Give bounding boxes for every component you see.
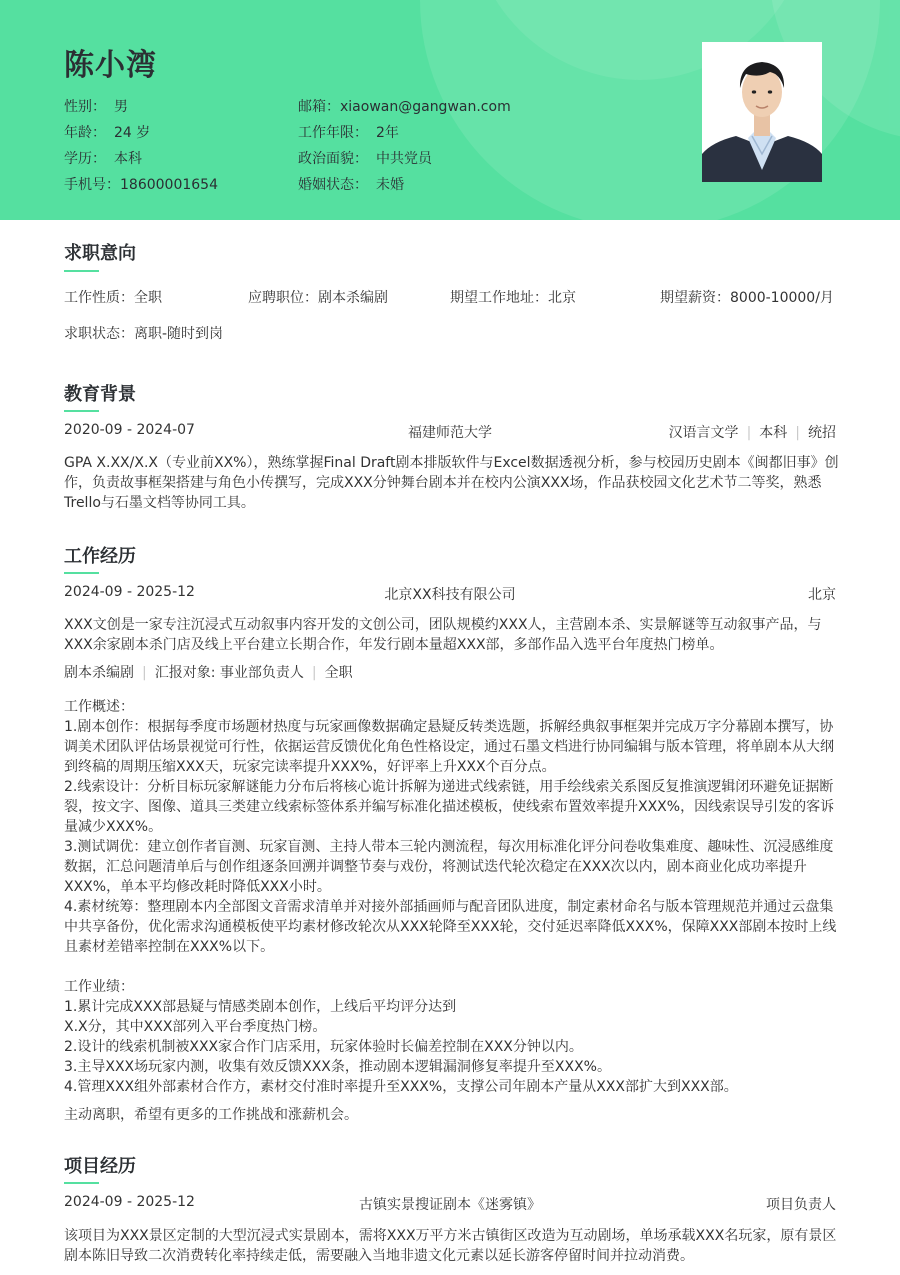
work-detail-line: 到终稿的周期压缩XXX天，玩家完读率提升XXX%，好评率上升XXX个百分点。	[64, 759, 556, 775]
divider: |	[311, 665, 317, 681]
work-title-bar	[64, 572, 99, 574]
work-city: 北京	[808, 587, 836, 603]
work-detail-line: 4.管理XXX组外部素材合作方，素材交付准时率提升至XXX%，支撑公司年剧本产量从XXX部扩大到XXX部。	[64, 1079, 738, 1095]
education-meta	[536, 422, 836, 442]
education-level-label: 学历：	[64, 151, 106, 167]
major: 汉语言文学	[668, 425, 739, 441]
phone-value: 18600001654	[120, 177, 218, 193]
divider: |	[795, 425, 800, 441]
report-to: 汇报对象: 事业部负责人	[154, 665, 304, 681]
education-title-bar	[64, 410, 99, 412]
work-detail-line: 1.累计完成XXX部悬疑与情感类剧本创作，上线后平均评分达到	[64, 999, 457, 1015]
work-detail-line: 2.设计的线索机制被XXX家合作门店采用，玩家体验时长偏差控制在XXX分钟以内。	[64, 1039, 583, 1055]
education-description	[64, 453, 839, 513]
expected-location-value: 北京	[548, 290, 576, 306]
work-details	[64, 697, 836, 1097]
gender-label: 性别：	[64, 99, 106, 115]
work-detail-line: 且素材差错率控制在XXX%以下。	[64, 939, 275, 955]
education-level-field	[64, 148, 142, 168]
company-intro-line: XXX文创是一家专注沉浸式互动叙事内容开发的文创公司，团队规模约XXX人，主营剧本杀、实景解谜等互动叙事产品，与	[64, 617, 822, 633]
leave-reason: 主动离职，希望有更多的工作挑战和涨薪机会。	[64, 1107, 358, 1123]
project-section-title: 项目经历	[64, 1156, 136, 1177]
expected-salary-field	[660, 287, 834, 307]
phone-field	[64, 174, 218, 194]
work-years-label: 工作年限：	[298, 125, 368, 141]
work-detail-line: XXX%，单本平均修改耗时降低XXX小时。	[64, 879, 331, 895]
marital-field	[298, 174, 404, 194]
work-detail-line: 4.素材统筹：整理剧本内全部图文音需求清单并对接外部插画师与配音团队进度，制定素材命名与版本管理规范并通过云盘集	[64, 899, 834, 915]
project-description-line: 该项目为XXX景区定制的大型沉浸式实景剧本，需将XXX万平方米古镇街区改造为互动剧场，单场承载XXX名玩家，原有景区	[64, 1228, 837, 1244]
employment-type: 全职	[324, 665, 353, 681]
email-label: 邮箱：	[298, 99, 340, 115]
work-detail-line: 1.剧本创作：根据每季度市场题材热度与玩家画像数据确定悬疑反转类选题，拆解经典叙事框架并完成万字分幕剧本撰写，协	[64, 719, 834, 735]
job-type-field	[64, 287, 162, 307]
age-label: 年龄：	[64, 125, 106, 141]
gender-value: 男	[114, 99, 128, 115]
divider: |	[746, 425, 752, 441]
education-section-title: 教育背景	[64, 384, 136, 405]
work-detail-line: 工作业绩：	[64, 979, 134, 995]
age-value: 24 岁	[114, 125, 151, 141]
applied-position-value: 剧本杀编剧	[318, 290, 388, 306]
expected-salary-label: 期望薪资：	[660, 290, 730, 306]
divider: |	[142, 665, 147, 681]
project-role: 项目负责人	[766, 1197, 836, 1213]
education-description-line: Trello与石墨文档等协同工具。	[64, 495, 255, 511]
work-section-title: 工作经历	[64, 546, 136, 567]
project-name: 古镇实景搜证剧本《迷雾镇》	[359, 1197, 541, 1213]
expected-salary-value: 8000-10000/月	[730, 290, 834, 306]
work-detail-line: 中共享备份，优化需求沟通模板使平均素材修改轮次从XXX轮降至XXX轮，交付延迟率降低XXX%，保障XXX部剧本按时上线	[64, 919, 837, 935]
phone-label: 手机号：	[64, 177, 120, 193]
job-type-value: 全职	[134, 290, 162, 306]
work-detail-line: 3.主导XXX场玩家内测，收集有效反馈XXX条，推动剧本逻辑漏洞修复率提升至XXX%。	[64, 1059, 611, 1075]
gender-field	[64, 96, 128, 116]
expected-location-field	[450, 287, 576, 307]
applied-position-label: 应聘职位：	[248, 290, 318, 306]
project-date: 2024-09 - 2025-12	[64, 1194, 195, 1210]
education-level-value: 本科	[114, 151, 142, 167]
resume-header	[0, 0, 900, 220]
expected-location-label: 期望工作地址：	[450, 290, 548, 306]
company-name: 北京XX科技有限公司	[384, 587, 516, 603]
job-intent-title-bar	[64, 270, 99, 272]
work-detail-line: 3.测试调优：建立创作者盲测、玩家盲测、主持人带本三轮内测流程，每次用标准化评分问卷收集难度、趣味性、沉浸感维度	[64, 839, 834, 855]
company-intro-line: XXX余家剧本杀门店及线上平台建立长期合作，年发行剧本量超XXX部，多部作品入选平台年度热门榜单。	[64, 637, 724, 653]
job-status-value: 离职-随时到岗	[134, 326, 224, 342]
work-detail-line: 量减少XXX%。	[64, 819, 163, 835]
job-role: 剧本杀编剧	[64, 665, 134, 681]
marital-label: 婚姻状态：	[298, 177, 368, 193]
work-detail-line: 数据，汇总问题清单后与创作组逐条回溯并调整节奏与戏份，将测试迭代轮次稳定在XXX次以内，剧本商业化成功率提升	[64, 859, 807, 875]
job-status-field	[64, 323, 223, 343]
politics-field	[298, 148, 432, 168]
candidate-name: 陈小湾	[64, 48, 157, 83]
work-detail-line: 2.线索设计：分析目标玩家解谜能力分布后将核心诡计拆解为递进式线索链，用手绘线索关系图反复推演逻辑闭环避免证据断	[64, 779, 834, 795]
work-detail-line: 裂，按文字、图像、道具三类建立线索标签体系并编写标准化描述模板，使线索布置效率提升XXX%，因线索误导引发的客诉	[64, 799, 835, 815]
profile-photo	[702, 42, 822, 182]
company-intro	[64, 615, 836, 655]
email-value: xiaowan@gangwan.com	[340, 99, 511, 115]
work-years-field	[298, 122, 399, 142]
work-date: 2024-09 - 2025-12	[64, 584, 195, 600]
email-field	[298, 96, 511, 116]
marital-value: 未婚	[376, 177, 404, 193]
work-detail-line: X.X分，其中XXX部列入平台季度热门榜。	[64, 1019, 327, 1035]
age-field	[64, 122, 150, 142]
job-status-label: 求职状态：	[64, 326, 134, 342]
politics-value: 中共党员	[376, 151, 432, 167]
politics-label: 政治面貌：	[298, 151, 368, 167]
work-detail-line: 工作概述：	[64, 699, 134, 715]
work-tags	[64, 662, 353, 682]
education-description-line: GPA X.XX/X.X（专业前XX%），熟练掌握Final Draft剧本排版软件与Excel数据透视分析，参与校园历史剧本《闽都旧事》创	[64, 455, 839, 471]
education-date: 2020-09 - 2024-07	[64, 422, 195, 438]
work-detail-line	[64, 957, 836, 977]
project-description-line: 剧本陈旧导致二次消费转化率持续走低，需要融入当地非遗文化元素以延长游客停留时间并拉动消费。	[64, 1248, 694, 1264]
applied-position-field	[248, 287, 388, 307]
portrait-image	[702, 42, 822, 182]
project-description	[64, 1226, 836, 1266]
education-description-line: 作，负责故事框架搭建与角色小传撰写，完成XXX分钟舞台剧本并在校内公演XXX场，作品获校园文化艺术节二等奖，熟悉	[64, 475, 822, 491]
project-title-bar	[64, 1182, 99, 1184]
study-mode: 统招	[808, 425, 836, 441]
school-name: 福建师范大学	[408, 425, 492, 441]
degree: 本科	[759, 425, 788, 441]
job-intent-section-title: 求职意向	[64, 243, 136, 264]
work-years-value: 2年	[376, 125, 399, 141]
work-detail-line: 调美术团队评估场景视觉可行性，依据运营反馈优化角色性格设定，通过石墨文档进行协同编辑与版本管理，将单剧本从大纲	[64, 739, 834, 755]
job-type-label: 工作性质：	[64, 290, 134, 306]
